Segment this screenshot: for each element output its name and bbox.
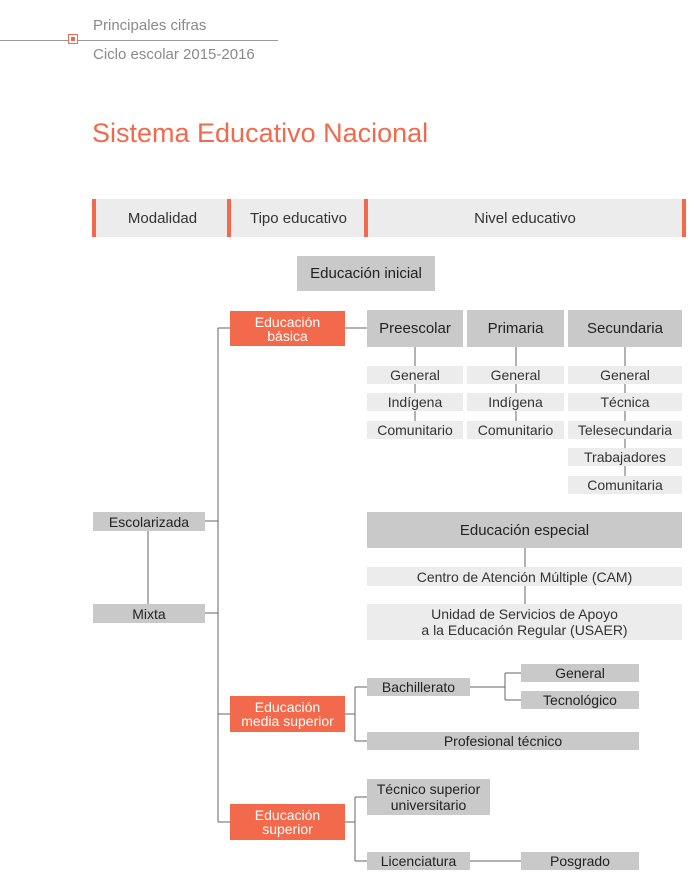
profesional-tecnico-box: Profesional técnico [367,732,639,750]
mixta-box: Mixta [93,604,205,623]
bachillerato-general-box: General [521,664,639,682]
preescolar-box: Preescolar [367,310,463,347]
secundaria-item: Trabajadores [568,448,682,466]
licenciatura-box: Licenciatura [367,852,470,870]
secundaria-item: Comunitaria [568,476,682,494]
secundaria-item: Telesecundaria [568,421,682,439]
educacion-basica-label-2: básica [267,327,308,344]
educacion-superior-label-1: Educación [254,807,321,823]
escolarizada-box: Escolarizada [93,512,205,531]
column-header-nivel: Nivel educativo [364,199,686,237]
educacion-superior-box [230,804,345,840]
tecnico-superior-label-1: Técnico superior [376,781,481,797]
primaria-item: General [467,366,564,384]
bachillerato-box: Bachillerato [367,678,470,696]
educacion-inicial-box: Educación inicial [297,256,435,291]
tecnico-superior-label-2: universitario [390,797,467,813]
educacion-basica-box [230,311,345,346]
header-line1: Principales cifras [93,17,207,34]
page-title: Sistema Educativo Nacional [92,118,429,148]
educacion-media-superior-box [230,696,345,732]
educacion-especial-box: Educación especial [367,512,682,548]
preescolar-item: Indígena [367,393,463,411]
secundaria-item: Técnica [568,393,682,411]
tecnico-superior-box [367,779,490,815]
educacion-media-label-2: media superior [241,713,334,729]
usaer-box [367,604,682,640]
column-header-modalidad: Modalidad [92,199,229,237]
preescolar-item: Comunitario [367,421,463,439]
usaer-label-1: Unidad de Servicios de Apoyo [431,606,618,622]
educacion-basica-label-1: Educación [254,313,321,330]
usaer-label-2: a la Educación Regular (USAER) [421,622,628,638]
educacion-media-label-1: Educación [254,699,321,715]
primaria-item: Indígena [467,393,564,411]
column-header-tipo: Tipo educativo [227,199,366,237]
primaria-item: Comunitario [467,421,564,439]
educacion-superior-label-2: superior [262,821,313,837]
bachillerato-tecnologico-box: Tecnológico [521,691,639,709]
posgrado-box: Posgrado [521,852,639,870]
secundaria-item: General [568,366,682,384]
preescolar-item: General [367,366,463,384]
cam-box: Centro de Atención Múltiple (CAM) [367,567,682,586]
secundaria-box: Secundaria [568,310,682,347]
primaria-box: Primaria [467,310,564,347]
header-line2: Ciclo escolar 2015-2016 [93,46,255,63]
